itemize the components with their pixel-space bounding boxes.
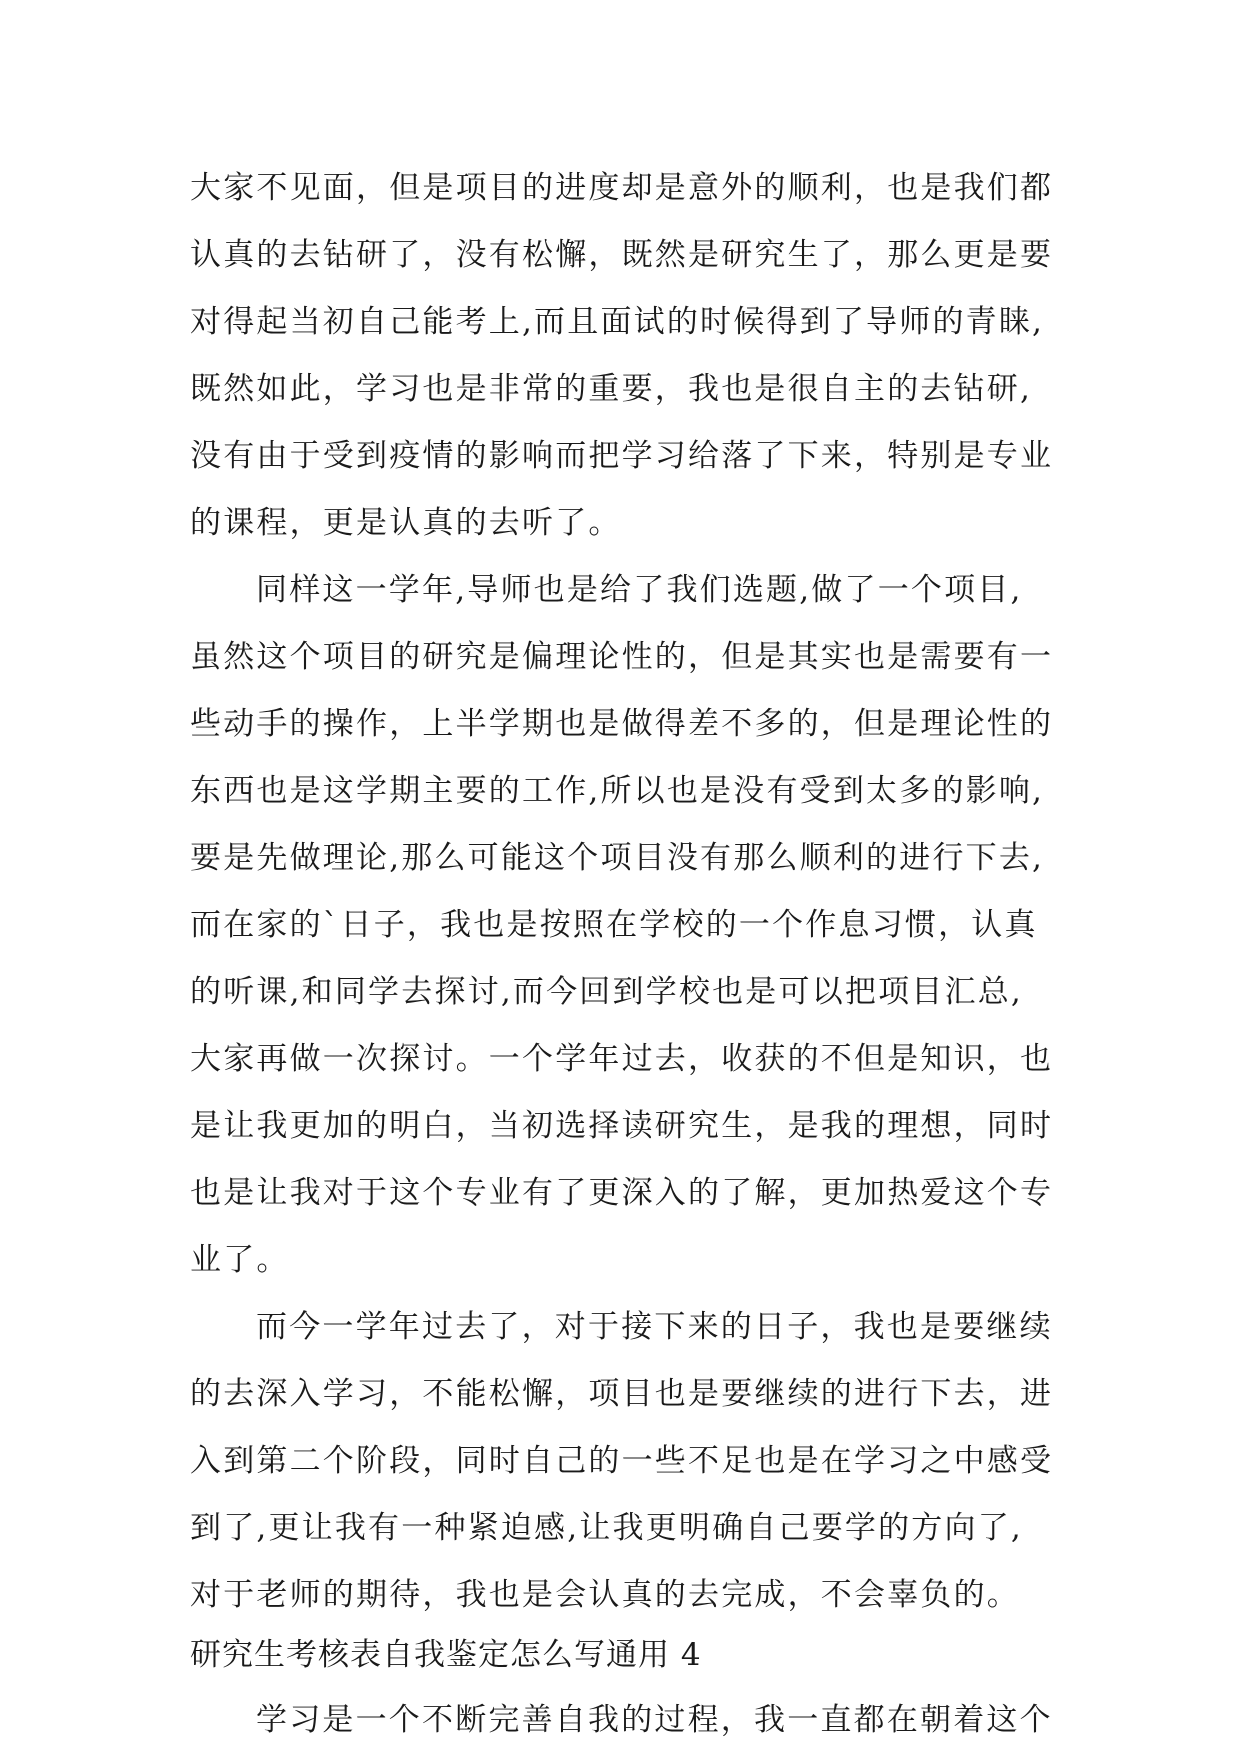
paragraph-2-line-9: 是让我更加的明白，当初选择读研究生，是我的理想，同时 xyxy=(190,1108,1054,1144)
section-heading: 研究生考核表自我鉴定怎么写通用 4 xyxy=(190,1637,702,1673)
paragraph-3-line-5: 对于老师的期待，我也是会认真的去完成，不会辜负的。 xyxy=(190,1577,1020,1613)
paragraph-2-line-6: 而在家的`日子，我也是按照在学校的一个作息习惯，认真 xyxy=(190,907,1038,943)
paragraph-3-line-2: 的去深入学习，不能松懈，项目也是要继续的进行下去，进 xyxy=(190,1376,1054,1412)
paragraph-3-line-1: 而今一学年过去了，对于接下来的日子，我也是要继续 xyxy=(256,1309,1053,1345)
paragraph-2-line-11: 业了。 xyxy=(190,1242,290,1278)
paragraph-2-line-10: 也是让我对于这个专业有了更深入的了解，更加热爱这个专 xyxy=(190,1175,1054,1211)
paragraph-2-line-1: 同样这一学年,导师也是给了我们选题,做了一个项目, xyxy=(256,572,1023,608)
paragraph-3-line-4: 到了,更让我有一种紧迫感,让我更明确自己要学的方向了, xyxy=(190,1510,1023,1546)
paragraph-3-line-3: 入到第二个阶段，同时自己的一些不足也是在学习之中感受 xyxy=(190,1443,1054,1479)
paragraph-2-line-4: 东西也是这学期主要的工作,所以也是没有受到太多的影响, xyxy=(190,773,1045,809)
paragraph-1-line-4: 既然如此，学习也是非常的重要，我也是很自主的去钻研, xyxy=(190,371,1033,407)
paragraph-2-line-7: 的听课,和同学去探讨,而今回到学校也是可以把项目汇总, xyxy=(190,974,1023,1010)
paragraph-1-line-6: 的课程，更是认真的去听了。 xyxy=(190,505,622,541)
paragraph-2-line-3: 些动手的操作，上半学期也是做得差不多的，但是理论性的 xyxy=(190,706,1054,742)
paragraph-1-line-3: 对得起当初自己能考上,而且面试的时候得到了导师的青睐, xyxy=(190,304,1045,340)
paragraph-1-line-1: 大家不见面，但是项目的进度却是意外的顺利，也是我们都 xyxy=(190,170,1054,206)
paragraph-2-line-2: 虽然这个项目的研究是偏理论性的，但是其实也是需要有一 xyxy=(190,639,1054,675)
paragraph-1-line-5: 没有由于受到疫情的影响而把学习给落了下来，特别是专业 xyxy=(190,438,1054,474)
paragraph-4-line-1: 学习是一个不断完善自我的过程，我一直都在朝着这个 xyxy=(256,1702,1053,1738)
paragraph-2-line-5: 要是先做理论,那么可能这个项目没有那么顺利的进行下去, xyxy=(190,840,1045,876)
paragraph-1-line-2: 认真的去钻研了，没有松懈，既然是研究生了，那么更是要 xyxy=(190,237,1054,273)
paragraph-2-line-8: 大家再做一次探讨。一个学年过去，收获的不但是知识，也 xyxy=(190,1041,1054,1077)
